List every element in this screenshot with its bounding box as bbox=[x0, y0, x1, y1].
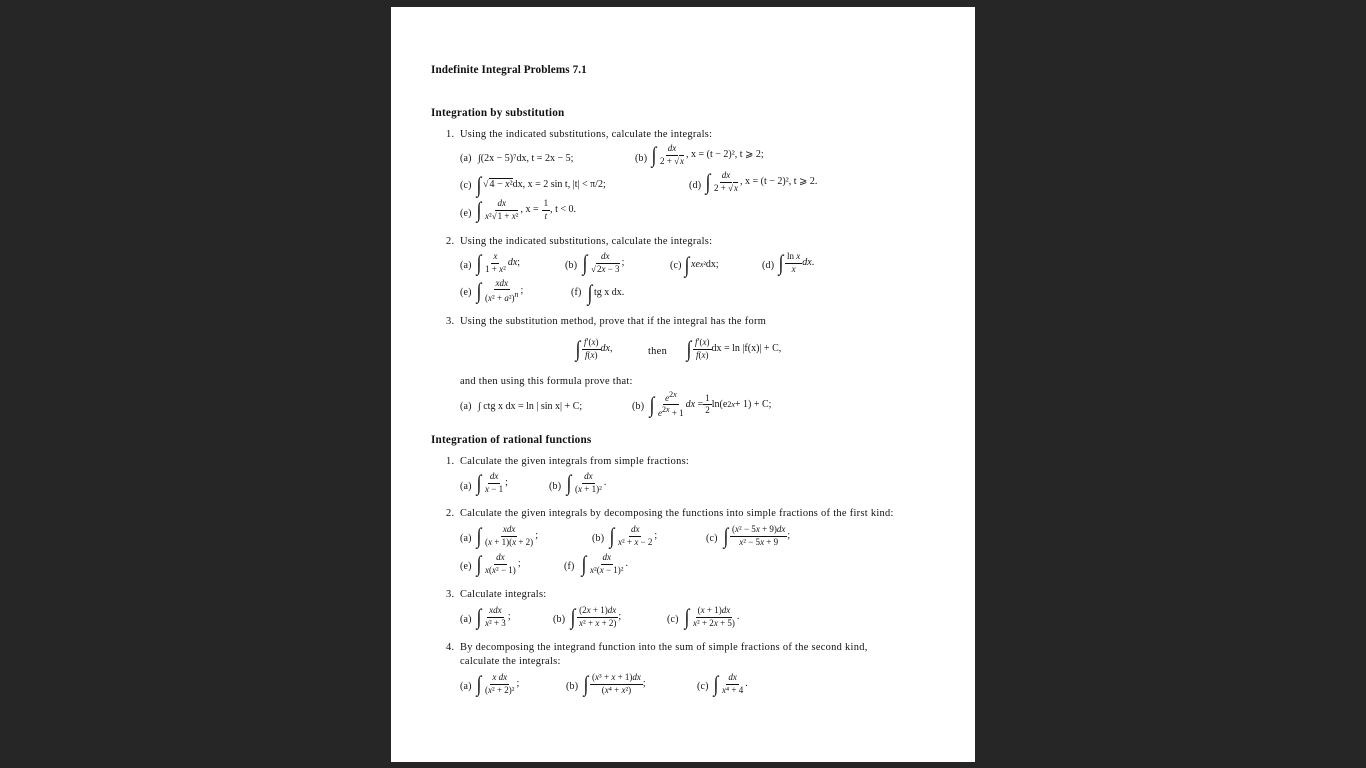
item-label: (a) bbox=[460, 533, 472, 544]
item-label: (b) bbox=[635, 153, 648, 164]
item-label: (a) bbox=[460, 401, 472, 412]
item-label: (c) bbox=[460, 180, 472, 191]
math-expression: ∫ $\frac{dx}{\text{x² + x − 2}}$ ; bbox=[609, 523, 658, 548]
item-label: (c) bbox=[697, 681, 709, 692]
problem-text: Calculate integrals: bbox=[460, 589, 547, 600]
problem-number: 1. bbox=[446, 129, 455, 140]
document-page bbox=[391, 7, 975, 762]
math-expression: ∫ √4 − x² dx, x = 2 sin t, |t| < π/2; bbox=[476, 172, 606, 197]
math-expression: ∫ $\frac{(2x + 1)dx}{\text{x² + x + 2)}}$ ; bbox=[570, 604, 622, 629]
math-expression: ∫ $\frac{\text{xdx}}{\text{x² + 3}}$ ; bbox=[476, 604, 511, 629]
item-label: (b) bbox=[565, 260, 578, 271]
math-expression: ∫ $\frac{dx}{\text{x²√1 + x²}}$ , x = $\frac{1}{t}$ , t < 0. bbox=[476, 197, 577, 222]
item-label: (b) bbox=[566, 681, 579, 692]
problem-text: Calculate the given integrals from simple fractions: bbox=[460, 456, 690, 467]
item-label: (a) bbox=[460, 153, 472, 164]
math-expression: ∫ tg x dx. bbox=[587, 280, 625, 305]
item-label: (c) bbox=[706, 533, 718, 544]
problem-number: 2. bbox=[446, 236, 455, 247]
math-expression: ∫ $\frac{f'(x)}{f(x)}$ dx, bbox=[575, 336, 613, 361]
item-label: (a) bbox=[460, 614, 472, 625]
item-label: (f) bbox=[564, 561, 575, 572]
item-label: (b) bbox=[553, 614, 566, 625]
item-label: (b) bbox=[549, 481, 562, 492]
problem-text: and then using this formula prove that: bbox=[460, 376, 633, 387]
item-label: (c) bbox=[670, 260, 682, 271]
math-expression: ∫ $\frac{\text{x dx}}{\text{(x² + 2)²}}$ ; bbox=[476, 671, 520, 696]
math-expression: ∫ $\frac{dx}{2 + √x}$ , x = (t − 2)², t ⩾ 2. bbox=[705, 169, 818, 194]
math-expression: ∫ $\frac{dx}{\text{x(x² − 1)}}$ ; bbox=[476, 551, 521, 576]
item-label: (a) bbox=[460, 681, 472, 692]
problem-text: calculate the integrals: bbox=[460, 656, 561, 667]
math-expression: ∫ $\frac{f'(x)}{f(x)}$ dx = ln |f(x)| + C, bbox=[686, 336, 782, 361]
math-expression: ∫ $\frac{(x + 1)dx}{\text{x² + 2x + 5)}}$ . bbox=[684, 604, 740, 629]
substitution-text: , x = (t − 2)², t ⩾ 2; bbox=[686, 149, 764, 160]
math-expression: ∫ $\frac{\text{(x³ + x + 1)dx}}{\text{(x⁴ + x²)}}$ ; bbox=[583, 671, 646, 696]
item-label: (e) bbox=[460, 208, 472, 219]
problem-number: 3. bbox=[446, 589, 455, 600]
math-expression: ∫ $\frac{dx}{√2x - 3}$ ; bbox=[582, 250, 625, 275]
math-expression: ∫ $\frac{\text{(x² − 5x + 9)dx}}{\text{x² − 5x + 9}}$ ; bbox=[723, 523, 791, 548]
problem-text: Using the indicated substitutions, calculate the integrals: bbox=[460, 129, 713, 140]
item-label: (f) bbox=[571, 287, 582, 298]
section-heading-substitution: Integration by substitution bbox=[431, 107, 565, 119]
problem-number: 4. bbox=[446, 642, 455, 653]
math-expression: ∫ $\frac{dx}{x - 1}$ ; bbox=[476, 470, 508, 495]
problem-text: Calculate the given integrals by decomposing the functions into simple fractions of the first kind: bbox=[460, 508, 894, 519]
item-label: (e) bbox=[460, 287, 472, 298]
item-label: (d) bbox=[762, 260, 775, 271]
item-label: (b) bbox=[632, 401, 645, 412]
item-label: (b) bbox=[592, 533, 605, 544]
math-expression: ∫ ctg x dx = ln | sin x| + C; bbox=[478, 401, 583, 412]
substitution-text: dx, x = 2 sin t, |t| < π/2; bbox=[512, 179, 606, 190]
problem-number: 3. bbox=[446, 316, 455, 327]
item-label: (e) bbox=[460, 561, 472, 572]
problem-text: Using the indicated substitutions, calculate the integrals: bbox=[460, 236, 713, 247]
math-expression: ∫(2x − 5)⁷dx, t = 2x − 5; bbox=[478, 153, 574, 164]
math-expression: ∫ $\frac{x}{\text{1 + x²}}$ dx; bbox=[476, 250, 521, 275]
problem-number: 2. bbox=[446, 508, 455, 519]
math-expression: ∫ $\frac{\text{xdx}}{(x + 1)(x + 2)}$ ; bbox=[476, 523, 538, 548]
item-label: (a) bbox=[460, 260, 472, 271]
math-expression: ∫ $\frac{dx}{\text{(x + 1)²}}$ . bbox=[566, 470, 607, 495]
item-label: (d) bbox=[689, 180, 702, 191]
problem-number: 1. bbox=[446, 456, 455, 467]
substitution-text: , x = (t − 2)², t ⩾ 2. bbox=[740, 176, 818, 187]
page-title: Indefinite Integral Problems 7.1 bbox=[431, 64, 587, 76]
math-expression: ∫ $\frac{e^{2x}}{e^{2x} + 1}$ dx = $\frac{1}{2}$ ln(e 2x + 1) + C; bbox=[649, 390, 772, 419]
problem-text: Using the substitution method, prove that if the integral has the form bbox=[460, 316, 767, 327]
item-label: (a) bbox=[460, 481, 472, 492]
math-expression: ∫ $\frac{dx}{\text{x²(x − 1)²}}$ . bbox=[581, 551, 629, 576]
math-expression: ∫ $\frac{dx}{2 + √x}$ , x = (t − 2)², t ⩾ 2; bbox=[651, 142, 764, 167]
math-expression: ∫ $\frac{\text{xdx}}{(x^2 + a^2)^n}$ ; bbox=[476, 278, 524, 304]
math-expression: ∫ $\frac{\text{ln x}}{x}$ dx. bbox=[778, 250, 815, 275]
problem-text: By decomposing the integrand function into the sum of simple fractions of the second kind, bbox=[460, 642, 868, 653]
substitution-text: , x = bbox=[520, 204, 539, 215]
math-expression: ∫ $\frac{dx}{\text{x⁴ + 4}}$ . bbox=[713, 671, 748, 696]
math-expression: ∫ xe x² dx; bbox=[684, 252, 719, 277]
section-heading-rational: Integration of rational functions bbox=[431, 434, 592, 446]
item-label: (c) bbox=[667, 614, 679, 625]
then-word: then bbox=[648, 346, 668, 357]
